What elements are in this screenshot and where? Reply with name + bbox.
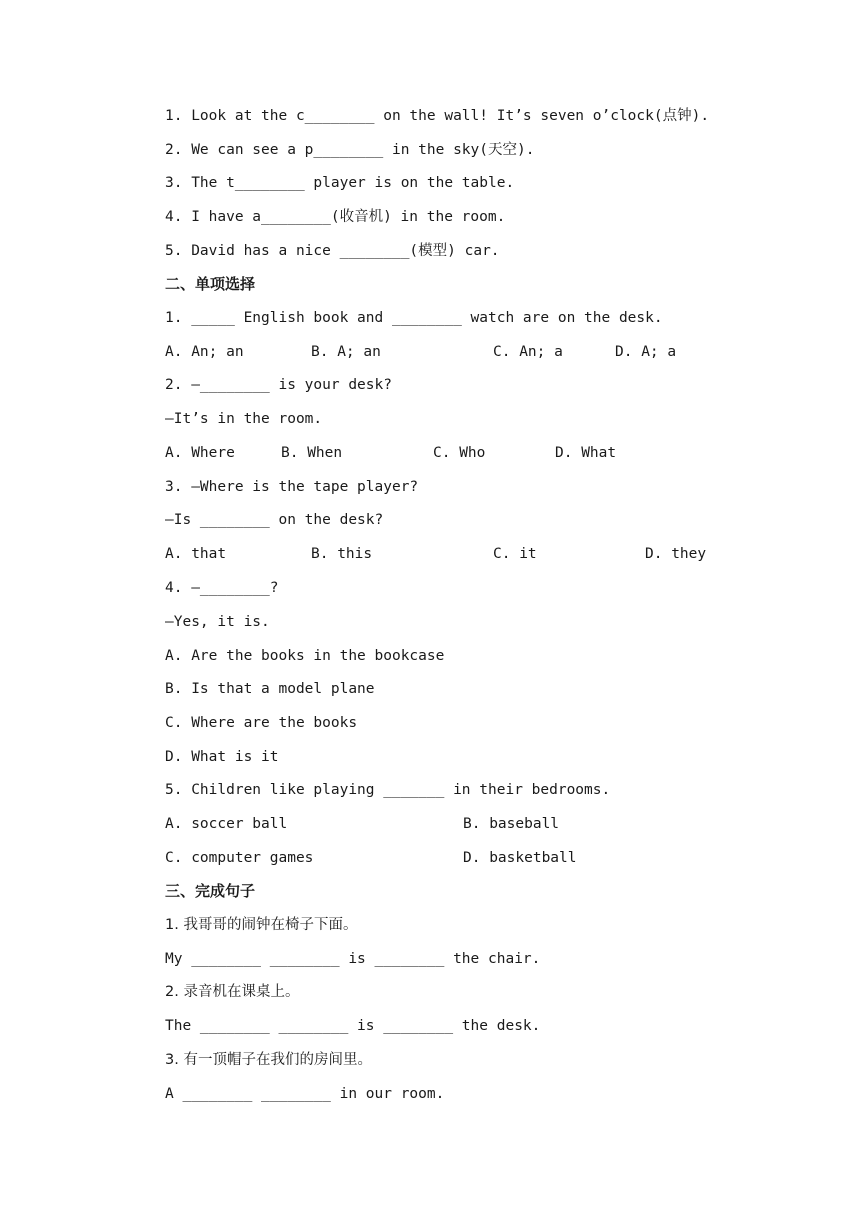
mc-q2-option-d: D. What <box>555 445 617 461</box>
section-heading-choice: 二、单项选择 <box>165 275 256 293</box>
complete-item-3-english: A ________ ________ in our room. <box>165 1086 445 1102</box>
fill-item-1: 1. Look at the c________ on the wall! It’s seven o’clock(点钟). <box>165 108 710 124</box>
mc-q2-option-c: C. Who <box>433 445 486 461</box>
fill-item-5: 5. David has a nice ________(模型) car. <box>165 243 500 259</box>
mc-q3-option-d: D. they <box>645 546 707 562</box>
mc-q4-stem: 4. —________? <box>165 580 279 596</box>
mc-q5-option-c: C. computer games <box>165 850 314 866</box>
fill-item-3: 3. The t________ player is on the table. <box>165 175 515 191</box>
mc-q2-option-b: B. When <box>281 445 343 461</box>
mc-q5-option-d: D. basketball <box>463 850 577 866</box>
mc-q1-stem: 1. _____ English book and ________ watch are on the desk. <box>165 310 663 326</box>
complete-item-2-english: The ________ ________ is ________ the desk. <box>165 1018 541 1034</box>
mc-q5-option-b: B. baseball <box>463 816 560 832</box>
complete-item-2-chinese: 2. 录音机在课桌上。 <box>165 984 300 1000</box>
mc-q2-option-a: A. Where <box>165 445 235 461</box>
fill-item-4: 4. I have a________(收音机) in the room. <box>165 209 506 225</box>
mc-q4-answer-line: —Yes, it is. <box>165 614 270 630</box>
mc-q3-option-b: B. this <box>311 546 373 562</box>
complete-item-3-chinese: 3. 有一顶帽子在我们的房间里。 <box>165 1052 372 1068</box>
mc-q1-option-a: A. An; an <box>165 344 244 360</box>
mc-q5-stem: 5. Children like playing _______ in their bedrooms. <box>165 782 611 798</box>
mc-q4-option-c: C. Where are the books <box>165 715 358 731</box>
complete-item-1-chinese: 1. 我哥哥的闹钟在椅子下面。 <box>165 917 358 933</box>
mc-q3-option-c: C. it <box>493 546 537 562</box>
mc-q2-answer-line: —It’s in the room. <box>165 411 323 427</box>
section-heading-complete: 三、完成句子 <box>165 882 256 900</box>
mc-q5-option-a: A. soccer ball <box>165 816 288 832</box>
mc-q1-option-c: C. An; a <box>493 344 563 360</box>
fill-item-2: 2. We can see a p________ in the sky(天空). <box>165 142 535 158</box>
mc-q3-stem: 3. —Where is the tape player? <box>165 479 419 495</box>
mc-q1-option-b: B. A; an <box>311 344 381 360</box>
complete-item-1-english: My ________ ________ is ________ the chair. <box>165 951 541 967</box>
mc-q3-answer-line: —Is ________ on the desk? <box>165 512 384 528</box>
mc-q2-stem: 2. —________ is your desk? <box>165 377 392 393</box>
mc-q4-option-b: B. Is that a model plane <box>165 681 375 697</box>
mc-q1-option-d: D. A; a <box>615 344 677 360</box>
mc-q3-option-a: A. that <box>165 546 227 562</box>
mc-q4-option-d: D. What is it <box>165 749 279 765</box>
mc-q4-option-a: A. Are the books in the bookcase <box>165 648 445 664</box>
